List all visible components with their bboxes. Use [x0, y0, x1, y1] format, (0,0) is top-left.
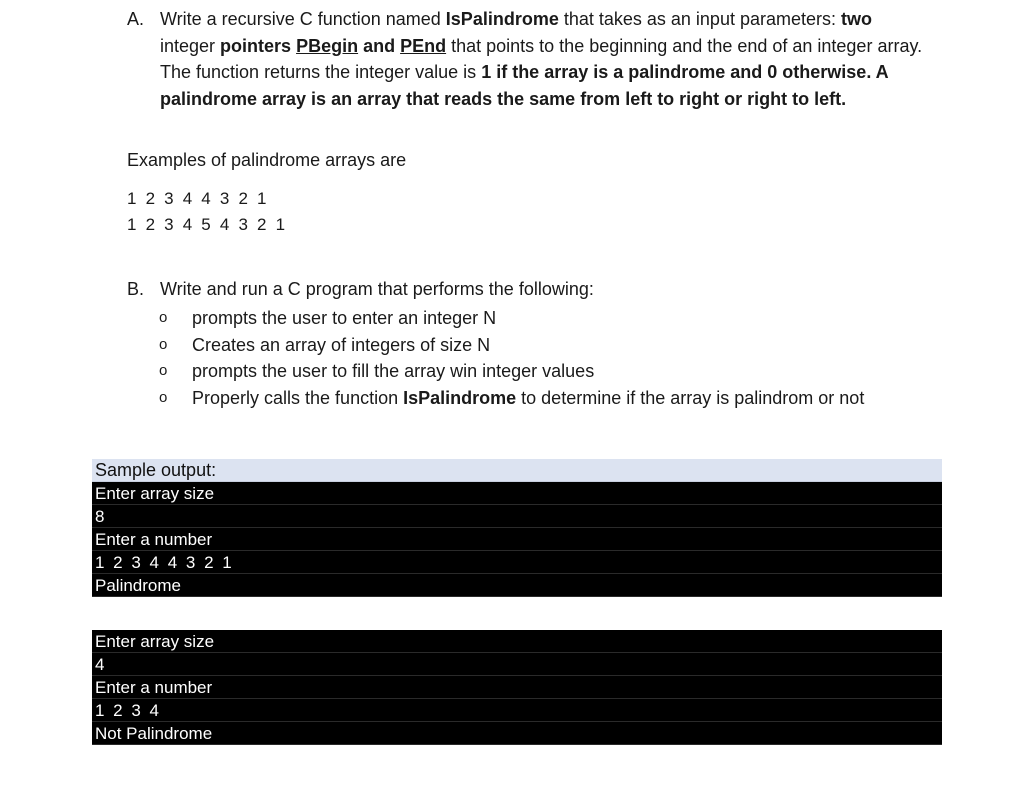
requirements-list: [127, 305, 967, 411]
question-b: [127, 279, 967, 411]
list-item-text: [192, 385, 864, 412]
qa-pointers: pointers: [220, 35, 297, 56]
list-item: [127, 332, 967, 359]
example-line-2: 1 2 3 4 5 4 3 2 1: [127, 215, 288, 234]
examples-title: Examples of palindrome arrays are: [127, 150, 407, 170]
question-a-marker: A.: [127, 9, 145, 29]
output-line: Palindrome: [92, 574, 942, 597]
bullet-icon: o: [159, 309, 168, 326]
list-item-text: prompts the user to enter an integer N: [192, 308, 497, 328]
question-b-marker: B.: [127, 279, 145, 299]
output-line: Enter a number: [92, 528, 942, 551]
question-b-heading: [127, 279, 967, 305]
example-line-1: 1 2 3 4 4 3 2 1: [127, 189, 269, 208]
bullet-icon: o: [159, 335, 168, 353]
qa-and: and: [358, 35, 401, 56]
last-item-pre: Properly calls the function: [192, 387, 404, 408]
sample-output-table-2: [92, 630, 942, 745]
sample-output-table-1: [92, 459, 942, 597]
output-line: 4: [92, 653, 942, 676]
list-item-text: Creates an array of integers of size N: [192, 334, 491, 355]
qa-text-2: that takes as an input parameters:: [558, 9, 841, 29]
list-item: [127, 358, 967, 385]
function-name: IsPalindrome: [403, 387, 517, 408]
output-line: 1 2 3 4 4 3 2 1: [92, 551, 942, 574]
output-line: 8: [92, 505, 942, 528]
function-name: IsPalindrome: [445, 9, 559, 29]
output-line: Not Palindrome: [92, 722, 942, 745]
question-a: [127, 6, 947, 112]
last-item-post: to determine if the array is palindrom or not: [516, 387, 865, 408]
qa-text-4: that points to the beginning and the end of an integer array. The function returns the integer value is: [160, 35, 923, 82]
list-item: [127, 305, 967, 332]
output-line: Enter a number: [92, 676, 942, 699]
qa-two: two: [841, 9, 872, 29]
param-pbegin: PBegin: [296, 35, 359, 56]
list-item-text: prompts the user to fill the array win integer values: [192, 361, 595, 381]
question-b-heading-text: Write and run a C program that performs the following:: [160, 279, 594, 299]
bullet-icon: o: [159, 388, 168, 406]
qa-text-1: Write a recursive C function named: [160, 9, 446, 29]
question-a-text: [160, 6, 947, 112]
qa-return-spec: 1 if the array is a palindrome and 0 otherwise. A palindrome array is an array that reads the same from left to right or right to left.: [160, 62, 888, 109]
qa-text-3: integer: [160, 35, 221, 56]
list-item: [127, 385, 967, 412]
output-line: 1 2 3 4: [92, 699, 942, 722]
output-line: Enter array size: [92, 630, 942, 653]
bullet-icon: o: [159, 362, 168, 379]
sample-output-header: Sample output:: [92, 459, 942, 482]
param-pend: PEnd: [400, 35, 447, 56]
output-line: Enter array size: [92, 482, 942, 505]
